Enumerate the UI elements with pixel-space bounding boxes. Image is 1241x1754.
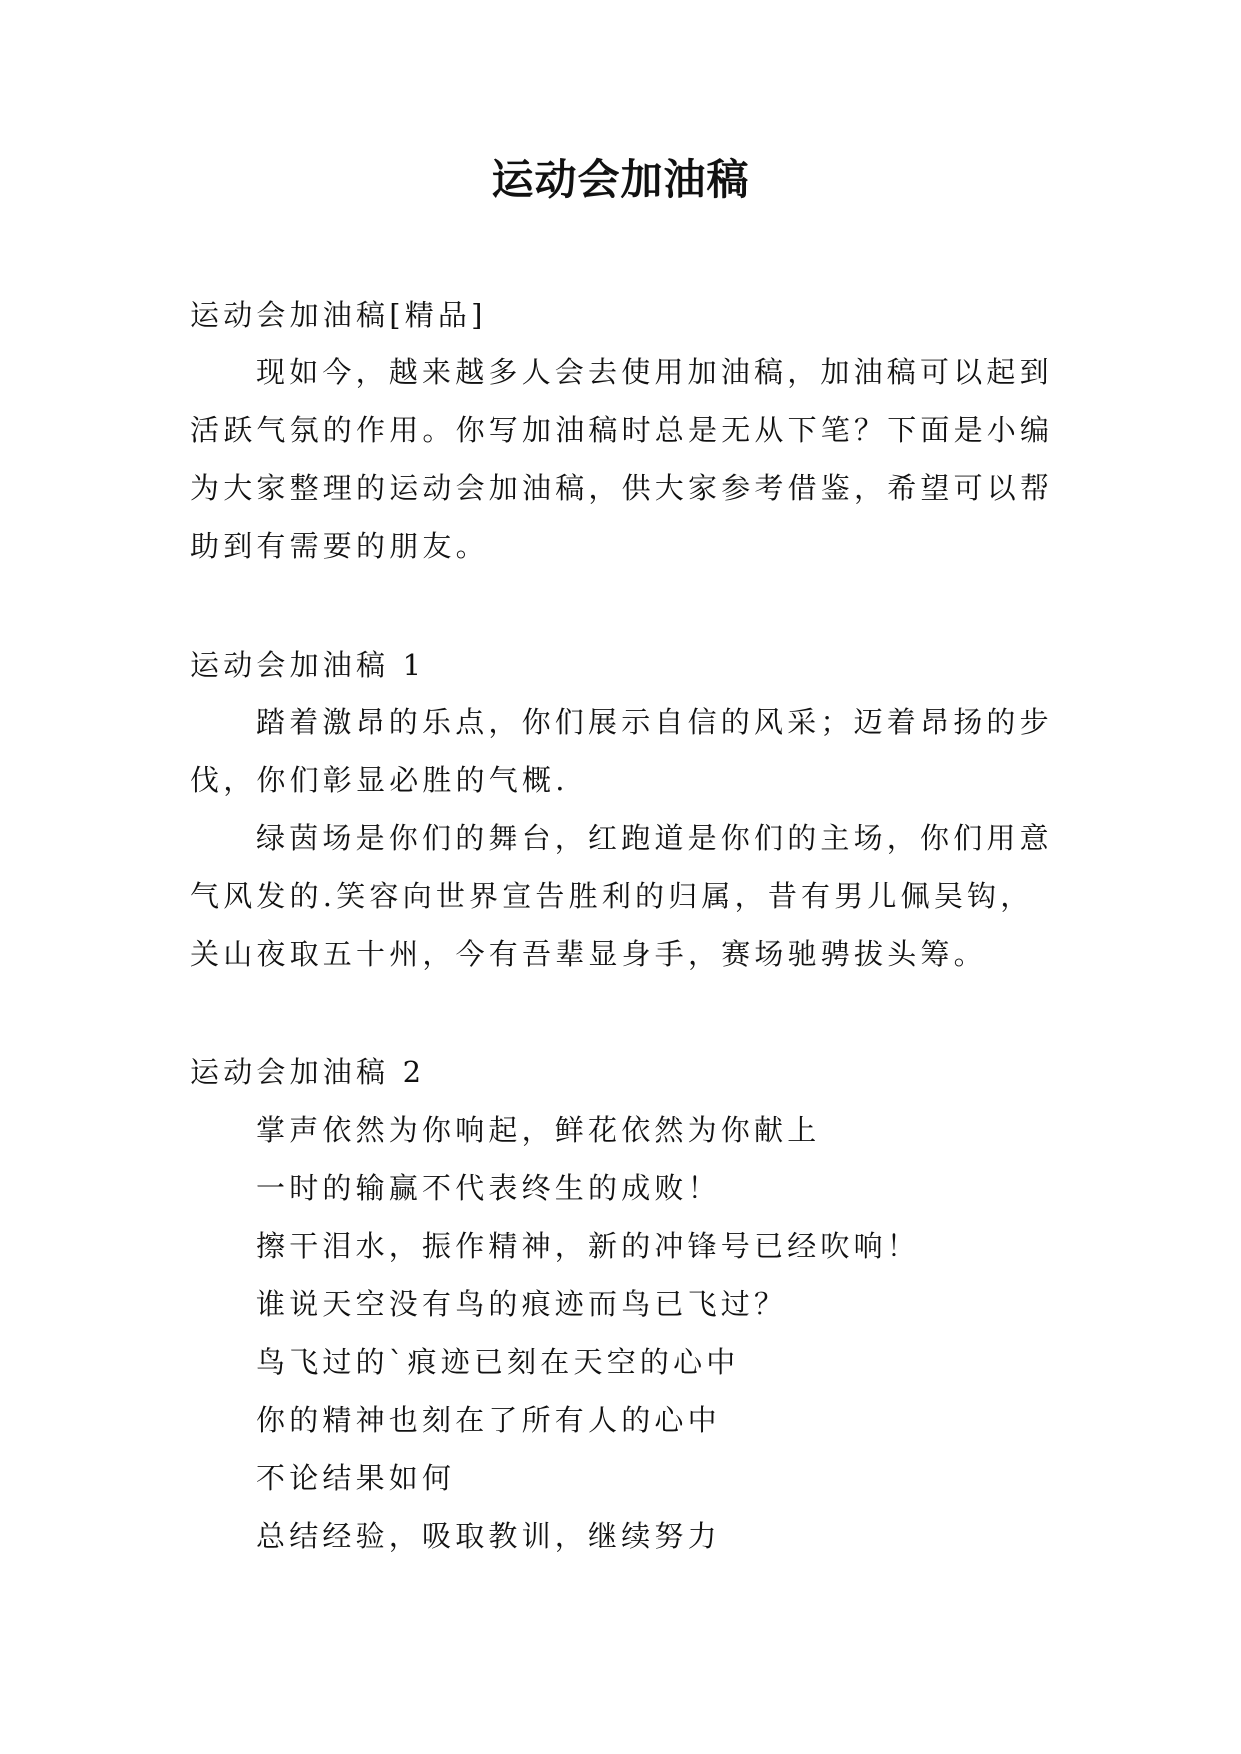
intro-paragraph-line: 为大家整理的运动会加油稿，供大家参考借鉴，希望可以帮 — [190, 471, 1054, 505]
section-2-line: 掌声依然为你响起，鲜花依然为你献上 — [256, 1113, 821, 1147]
intro-heading: 运动会加油稿[精品] — [190, 298, 487, 332]
intro-paragraph-line: 活跃气氛的作用。你写加油稿时总是无从下笔？下面是小编 — [190, 413, 1054, 447]
section-2-line: 鸟飞过的`痕迹已刻在天空的心中 — [256, 1345, 740, 1379]
section-1-line: 关山夜取五十州，今有吾辈显身手，赛场驰骋拔头筹。 — [190, 937, 987, 971]
section-2-line: 谁说天空没有鸟的痕迹而鸟已飞过？ — [256, 1287, 788, 1321]
intro-paragraph-line: 现如今，越来越多人会去使用加油稿，加油稿可以起到 — [256, 355, 1053, 389]
section-1-line: 踏着激昂的乐点，你们展示自信的风采；迈着昂扬的步 — [256, 705, 1053, 739]
section-2-line: 你的精神也刻在了所有人的心中 — [256, 1403, 721, 1437]
section-1-heading: 运动会加油稿 1 — [190, 648, 426, 682]
section-2-line: 不论结果如何 — [256, 1461, 456, 1495]
section-1-line: 气风发的.笑容向世界宣告胜利的归属，昔有男儿佩吴钩， — [190, 879, 1034, 913]
intro-paragraph-line: 助到有需要的朋友。 — [190, 529, 489, 563]
section-1-line: 绿茵场是你们的舞台，红跑道是你们的主场，你们用意 — [256, 821, 1053, 855]
section-2-line: 总结经验，吸取教训，继续努力 — [256, 1519, 721, 1553]
section-1-line: 伐，你们彰显必胜的气概. — [190, 763, 569, 797]
document-title: 运动会加油稿 — [491, 155, 750, 204]
section-2-line: 一时的输赢不代表终生的成败！ — [256, 1171, 721, 1205]
section-2-line: 擦干泪水，振作精神，新的冲锋号已经吹响！ — [256, 1229, 921, 1263]
section-2-heading: 运动会加油稿 2 — [190, 1055, 426, 1089]
